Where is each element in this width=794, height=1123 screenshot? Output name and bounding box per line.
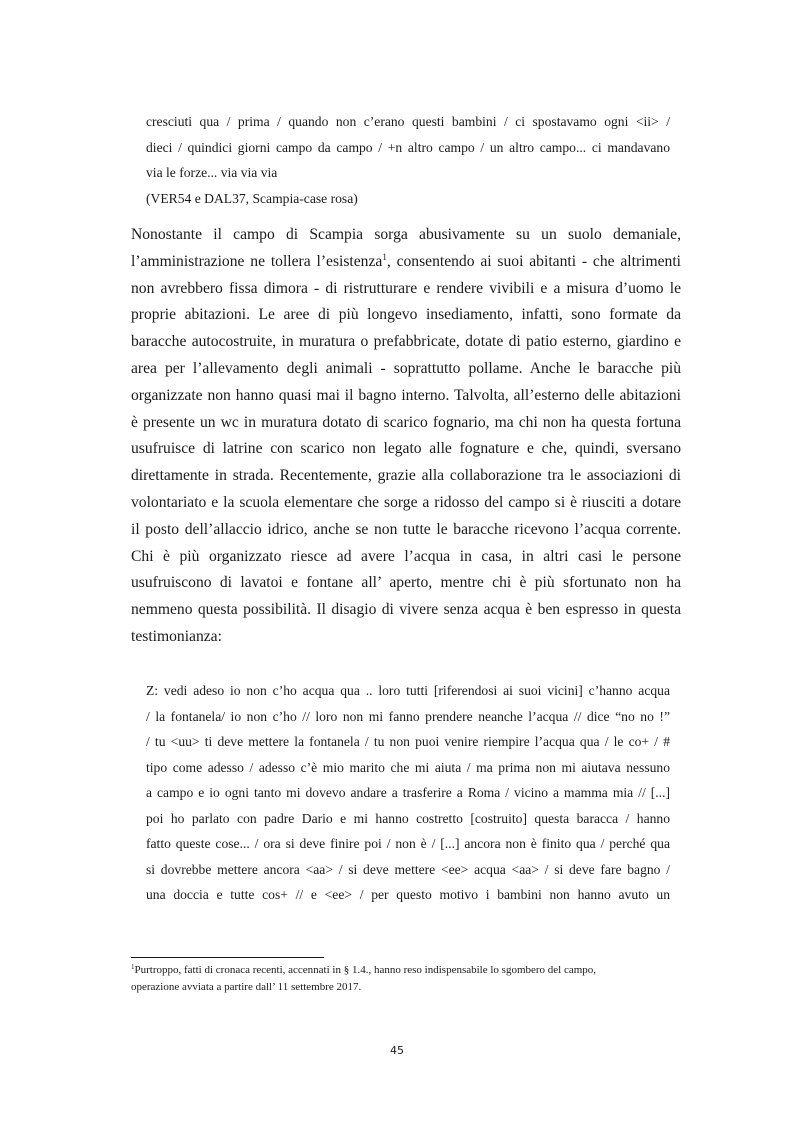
- body-line: Chi è più organizzato riesce ad avere l’acqua in casa, in altri casi le persone: [131, 547, 681, 565]
- quote-line: si dovrebbe mettere ancora <aa> / si deve mettere <ee> acqua <aa> / si deve fare bagno /: [146, 861, 670, 877]
- footnote-line: operazione avviata a partire dall’ 11 settembre 2017.: [131, 980, 362, 993]
- body-paragraph: [131, 222, 681, 651]
- body-line: [131, 249, 681, 276]
- body-line: Nonostante il campo di Scampia sorga abusivamente su un suolo demaniale,: [131, 226, 681, 243]
- footnote: [131, 962, 691, 995]
- body-line: area per l’allevamento degli animali - soprattutto pollame. Anche le baracche più: [131, 359, 681, 377]
- body-line: baracche autocostruite, in muratura o prefabbricate, dotate di patio esterno, giardino e: [131, 333, 681, 351]
- body-line: il posto dell’allaccio idrico, anche se non tutte le baracche ricevono l’acqua corrente.: [131, 520, 681, 538]
- footnote-text: Purtroppo, fatti di cronaca recenti, accennati in § 1.4., hanno reso indispensabile lo sgombero del campo,: [134, 964, 597, 976]
- quote-line: cresciuti qua / prima / quando non c’erano questi bambini / ci spostavamo ogni <ii> /: [146, 114, 670, 129]
- body-line-part: , consentendo ai suoi abitanti - che altrimenti: [386, 252, 681, 270]
- body-line: direttamente in strada. Recentemente, grazie alla collaborazione tra le associazioni di: [131, 467, 681, 485]
- body-line: organizzate non hanno quasi mai il bagno interno. Talvolta, all’esterno delle abitazioni: [131, 386, 681, 404]
- quote-line: / tu <uu> ti deve mettere la fontanela / tu non puoi venire riempire l’acqua qua / le co+ / #: [146, 734, 670, 749]
- footnote-reference[interactable]: 1: [382, 251, 387, 262]
- body-line: usufruiscono di lavatoi e fontane all’ aperto, mentre chi è più sfortunato non ha: [131, 574, 681, 592]
- page-number: 45: [390, 1044, 404, 1057]
- quote-line: poi ho parlato con padre Dario e mi hanno costretto [costruito] questa baracca / hanno: [146, 810, 670, 826]
- quote-line: fatto queste cose... / ora si deve finire poi / non è / [...] ancora non è finito qua / perché qua: [146, 836, 670, 851]
- body-line: usufruisce di latrine con scarico non legato alle fognature e che, quindi, sversano: [131, 440, 681, 458]
- body-line-part: l’amministrazione ne tollera l’esistenza: [131, 252, 383, 270]
- quote-line: una doccia e tutte cos+ // e <ee> / per questo motivo i bambini non hanno avuto un: [146, 887, 670, 902]
- body-line: proprie abitazioni. Le aree di più longevo insediamento, infatti, sono formate da: [131, 306, 681, 324]
- body-line: volontariato e la scuola elementare che sorge a ridosso del campo si è riusciti a dotare: [131, 493, 681, 511]
- quote-line: / la fontanela/ io non c’ho // loro non mi fanno prendere neanche l’acqua // dice “no no !”: [146, 708, 670, 724]
- body-line: è presente un wc in muratura dotato di scarico fognario, ma chi non ha questa fortuna: [131, 413, 681, 431]
- body-line: non avrebbero fissa dimora - di ristrutturare e rendere vivibili e a misura d’uomo le: [131, 279, 681, 297]
- quote-line: Z: vedi adeso io non c’ho acqua qua .. loro tutti [riferendosi ai suoi vicini] c’hanno acqua: [146, 683, 670, 698]
- footnote-line: [131, 962, 691, 979]
- body-line: nemmeno questa possibilità. Il disagio di vivere senza acqua è ben espresso in questa: [131, 601, 681, 619]
- quote-line: a campo e io ogni tanto mi dovevo andare a trasferire a Roma / vicino a mamma mia // [...]: [146, 785, 670, 800]
- footnote-marker: 1: [131, 963, 135, 971]
- block-quote-testimony: [146, 678, 670, 908]
- quote-citation: (VER54 e DAL37, Scampia-case rosa): [146, 190, 358, 206]
- footnote-divider: [131, 957, 324, 958]
- quote-line: dieci / quindici giorni campo da campo / +n altro campo / un altro campo... ci mandavano: [146, 139, 670, 155]
- body-line: testimonianza:: [131, 627, 222, 645]
- quote-line: via le forze... via via via: [146, 165, 278, 180]
- block-quote-top: [146, 109, 670, 211]
- quote-line: tipo come adesso / adesso c’è mio marito che mi aiuta / ma prima non mi aiutava nessuno: [146, 759, 670, 775]
